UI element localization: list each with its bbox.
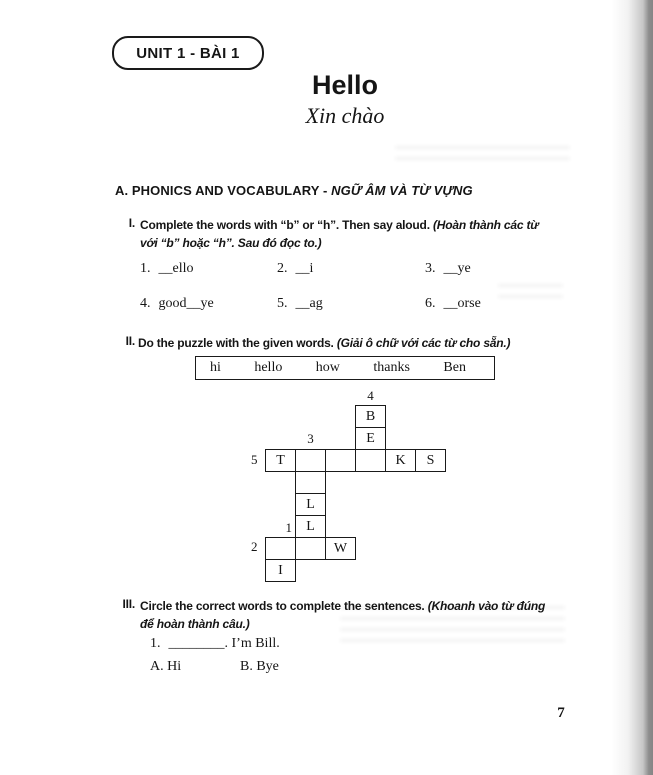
- puzzle-clue-number-1: 1: [285, 520, 292, 535]
- exercise1-instruction-vi: (Hoàn thành các từ: [432, 218, 539, 232]
- word-bank-word: hi: [210, 360, 221, 375]
- item-number: 5.: [277, 296, 288, 311]
- puzzle-cell: [325, 449, 356, 472]
- item-word: __i: [295, 261, 314, 276]
- exercise3-instruction-vi: (Khoanh vào từ đúng: [427, 599, 546, 613]
- unit-badge-label: UNIT 1 - BÀI 1: [136, 44, 240, 62]
- section-a-heading: [115, 183, 473, 198]
- puzzle-cell: [295, 537, 326, 560]
- puzzle-cell: [265, 537, 296, 560]
- item-number: 1.: [140, 261, 151, 276]
- unit-badge: [112, 36, 264, 70]
- word-bank-word: Ben: [443, 360, 466, 375]
- section-a-heading-vi: NGỮ ÂM VÀ TỪ VỰNG: [331, 183, 473, 198]
- puzzle-cell: [295, 471, 326, 494]
- phonics-item-3: [425, 261, 471, 277]
- phonics-item-2: [277, 261, 313, 277]
- word-bank-word: how: [315, 360, 340, 375]
- item-number: 2.: [277, 261, 288, 276]
- puzzle-cell: S: [415, 449, 446, 472]
- item-number: 1.: [150, 636, 161, 651]
- exercise1-instruction-line2: với “b” hoặc “h”. Sau đó đọc to.): [140, 236, 322, 250]
- puzzle-cell: K: [385, 449, 416, 472]
- item-number: 6.: [425, 296, 436, 311]
- item-word: __ag: [295, 296, 323, 311]
- exercise2-instruction: [138, 334, 510, 353]
- bleed-through-artifact: [498, 284, 563, 298]
- answer-option-a: A. Hi: [150, 659, 182, 674]
- sentence-text: ________. I’m Bill.: [168, 636, 280, 651]
- puzzle-clue-number-3: 3: [307, 431, 314, 446]
- puzzle-clue-number-4: 4: [367, 388, 374, 403]
- exercise3-instruction-line1: [140, 597, 545, 616]
- phonics-item-4: [140, 296, 214, 312]
- puzzle-cell: W: [325, 537, 356, 560]
- puzzle-cell: B: [355, 405, 386, 428]
- exercise2-instruction-en: Do the puzzle with the given words.: [138, 336, 334, 350]
- puzzle-cell: T: [265, 449, 296, 472]
- exercise3-instruction-line2: để hoàn thành câu.): [140, 617, 250, 631]
- sentence-item-1: [150, 636, 280, 652]
- puzzle-cell: E: [355, 427, 386, 450]
- phonics-item-6: [425, 296, 481, 312]
- crossword-puzzle: [250, 388, 462, 588]
- item-word: good__ye: [158, 296, 214, 311]
- exercise3-numeral: III.: [122, 597, 135, 611]
- word-bank: [195, 356, 495, 380]
- exercise3-instruction-en: Circle the correct words to complete the sentences.: [140, 599, 425, 613]
- lesson-title: Hello: [311, 70, 378, 100]
- exercise2-numeral: II.: [125, 334, 135, 348]
- section-a-heading-en: A. PHONICS AND VOCABULARY -: [115, 183, 328, 198]
- exercise1-instruction-en: Complete the words with “b” or “h”. Then say aloud.: [140, 218, 430, 232]
- puzzle-cell: [295, 449, 326, 472]
- item-number: 4.: [140, 296, 151, 311]
- exercise1-numeral: I.: [128, 216, 135, 230]
- lesson-subtitle: Xin chào: [305, 103, 385, 128]
- puzzle-clue-number-2: 2: [251, 539, 258, 554]
- answer-option-b: B. Bye: [240, 659, 279, 674]
- phonics-item-5: [277, 296, 323, 312]
- puzzle-cell: L: [295, 515, 326, 538]
- puzzle-cell: L: [295, 493, 326, 516]
- word-bank-word: thanks: [373, 360, 410, 375]
- item-word: __ye: [443, 261, 471, 276]
- puzzle-cell: I: [265, 559, 296, 582]
- item-word: __orse: [443, 296, 481, 311]
- exercise2-instruction-vi: (Giải ô chữ với các từ cho sẵn.): [336, 336, 511, 350]
- puzzle-clue-number-5: 5: [251, 452, 258, 467]
- word-bank-word: hello: [254, 360, 283, 375]
- item-number: 3.: [425, 261, 436, 276]
- exercise1-instruction-line1: [140, 216, 539, 235]
- page-number: 7: [557, 705, 565, 721]
- puzzle-cell: [355, 449, 386, 472]
- bleed-through-artifact: [395, 146, 570, 168]
- item-word: __ello: [158, 261, 194, 276]
- page-edge-shadow: [611, 0, 653, 775]
- phonics-item-1: [140, 261, 194, 277]
